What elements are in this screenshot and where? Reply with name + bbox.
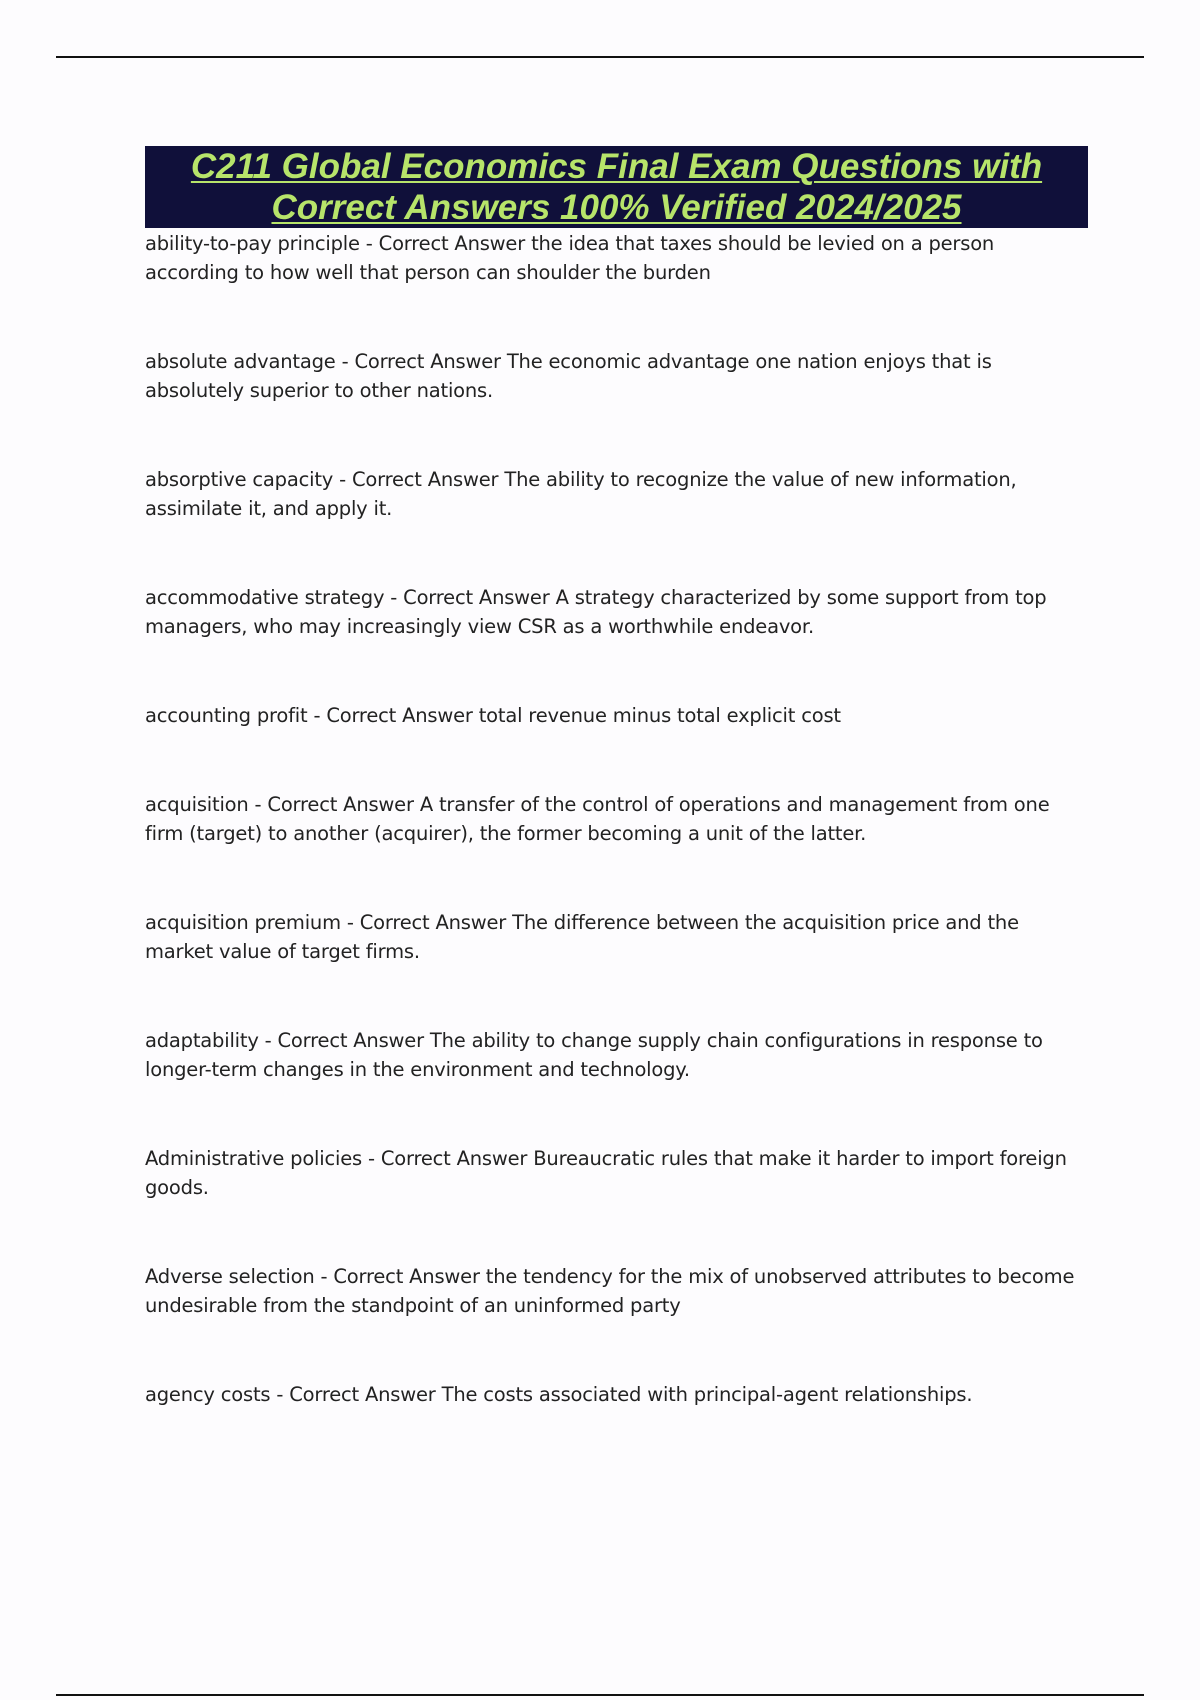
glossary-entry bbox=[145, 701, 1090, 730]
glossary-entry bbox=[145, 347, 1090, 405]
glossary-entry bbox=[145, 908, 1090, 966]
entry-answer-label: Correct Answer bbox=[333, 1265, 480, 1288]
entry-separator: - bbox=[307, 704, 327, 727]
document-title-banner bbox=[145, 146, 1088, 228]
entry-separator: - bbox=[384, 586, 404, 609]
entry-separator: - bbox=[314, 1265, 334, 1288]
glossary-entry bbox=[145, 1262, 1090, 1320]
glossary-list bbox=[145, 229, 1090, 1469]
entry-answer-label: Correct Answer bbox=[289, 1383, 436, 1406]
entry-definition: The ability to change supply chain configurations in response to longer-term changes in the environment and technology. bbox=[145, 1029, 1043, 1081]
entry-term: absolute advantage bbox=[145, 350, 336, 373]
entry-term: Adverse selection bbox=[145, 1265, 315, 1288]
glossary-entry bbox=[145, 1144, 1090, 1202]
entry-separator: - bbox=[340, 911, 360, 934]
entry-answer-label: Correct Answer bbox=[326, 704, 473, 727]
entry-definition: the tendency for the mix of unobserved attributes to become undesirable from the standpoint of an uninformed party bbox=[145, 1265, 1075, 1317]
entry-separator: - bbox=[359, 232, 379, 255]
entry-term: acquisition bbox=[145, 793, 249, 816]
entry-definition: The ability to recognize the value of new information, assimilate it, and apply it. bbox=[145, 468, 1017, 520]
entry-answer-label: Correct Answer bbox=[378, 232, 526, 255]
entry-definition: Bureaucratic rules that make it harder to import foreign goods. bbox=[145, 1147, 1067, 1199]
entry-separator: - bbox=[335, 350, 355, 373]
entry-separator: - bbox=[248, 793, 268, 816]
entry-term: accommodative strategy bbox=[145, 586, 385, 609]
entry-definition: The difference between the acquisition price and the market value of target firms. bbox=[145, 911, 1019, 963]
entry-separator: - bbox=[361, 1147, 381, 1170]
entry-separator: - bbox=[333, 468, 352, 491]
entry-term: acquisition premium bbox=[145, 911, 341, 934]
glossary-entry bbox=[145, 229, 1090, 287]
entry-term: adaptability bbox=[145, 1029, 259, 1052]
document-title-line-1: C211 Global Economics Final Exam Questions with bbox=[190, 147, 1043, 186]
glossary-entry bbox=[145, 1026, 1090, 1084]
entry-definition: A transfer of the control of operations and management from one firm (target) to another (acquirer), the former becoming a unit of the latter. bbox=[145, 793, 1050, 845]
entry-term: absorptive capacity bbox=[145, 468, 334, 491]
entry-term: agency costs bbox=[145, 1383, 271, 1406]
entry-definition: total revenue minus total explicit cost bbox=[478, 704, 841, 727]
glossary-entry bbox=[145, 1380, 1090, 1409]
entry-answer-label: Correct Answer bbox=[267, 793, 414, 816]
entry-separator: - bbox=[258, 1029, 278, 1052]
entry-definition: A strategy characterized by some support from top managers, who may increasingly view CSR as a worthwhile endeavor. bbox=[145, 586, 1047, 638]
entry-definition: the idea that taxes should be levied on a person according to how well that person can shoulder the burden bbox=[145, 232, 995, 284]
entry-answer-label: Correct Answer bbox=[351, 468, 499, 491]
header-rule bbox=[56, 56, 1144, 58]
entry-term: Administrative policies bbox=[145, 1147, 362, 1170]
glossary-entry bbox=[145, 583, 1090, 641]
entry-separator: - bbox=[270, 1383, 290, 1406]
entry-answer-label: Correct Answer bbox=[277, 1029, 424, 1052]
footer-rule bbox=[56, 1694, 1144, 1696]
entry-answer-label: Correct Answer bbox=[403, 586, 550, 609]
entry-answer-label: Correct Answer bbox=[380, 1147, 528, 1170]
glossary-entry bbox=[145, 465, 1090, 523]
glossary-entry bbox=[145, 790, 1090, 848]
entry-definition: The economic advantage one nation enjoys that is absolutely superior to other nations. bbox=[145, 350, 992, 402]
entry-answer-label: Correct Answer bbox=[359, 911, 507, 934]
entry-answer-label: Correct Answer bbox=[354, 350, 501, 373]
entry-definition: The costs associated with principal-agent relationships. bbox=[441, 1383, 973, 1406]
document-title-line-2: Correct Answers 100% Verified 2024/2025 bbox=[271, 188, 962, 227]
entry-term: accounting profit bbox=[145, 704, 308, 727]
entry-term: ability-to-pay principle bbox=[145, 232, 360, 255]
